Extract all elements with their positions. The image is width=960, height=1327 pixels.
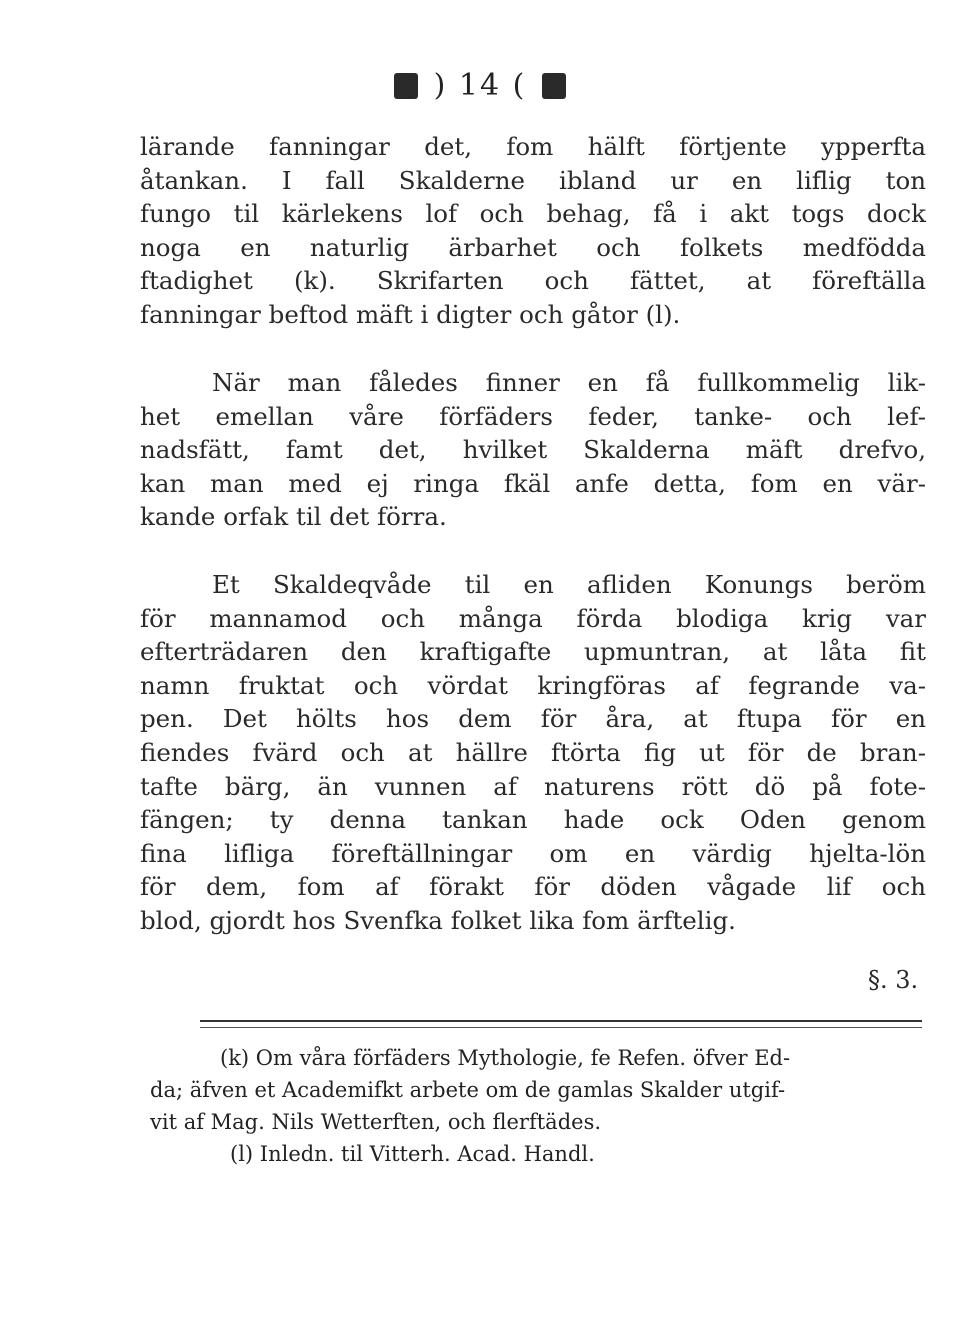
text-line: noga en naturlig ärbarhet och folkets medfödda xyxy=(140,232,926,262)
paragraph-3 xyxy=(140,568,926,938)
text-line: kan man med ej ringa fkäl anfe detta, fom en vär- xyxy=(140,468,926,498)
text-line: lärande fanningar det, fom hälft förtjente ypperfta xyxy=(140,132,926,161)
paragraph-2 xyxy=(140,366,926,534)
text-line: för dem, fom af förakt för döden vågade lif och xyxy=(140,872,926,902)
text-line: åtankan. I fall Skalderne ibland ur en lifl̄ig ton xyxy=(140,165,926,195)
text-line: fängen; ty denna tankan hade ock Oden genom xyxy=(140,805,926,835)
page-header xyxy=(0,68,960,103)
text-line: efterträdaren den kraftigafte upmuntran, at låta fit xyxy=(140,637,926,667)
ornament-icon xyxy=(542,73,566,99)
footnotes xyxy=(150,1042,930,1170)
footnote-k-line: (k) Om våra förfäders Mythologie, fe Refen. öfver Ed- xyxy=(220,1046,791,1070)
text-line: fanningar beftod mäft i digter och gåtor (l). xyxy=(140,299,681,329)
text-line: tafte bärg, än vunnen af naturens rött dö på fote- xyxy=(140,771,926,801)
text-line: för mannamod och många förda blodiga krig var xyxy=(140,603,926,633)
text-line: kande orfak til det förra. xyxy=(140,502,447,532)
footnote-l-line: (l) Inledn. til Vitterh. Acad. Handl. xyxy=(230,1142,595,1166)
footnote-k-line: vit af Mag. Nils Wetterften, och flerftädes. xyxy=(150,1110,602,1134)
text-line: nadsfätt, famt det, hvilket Skalderna mäft drefvo, xyxy=(140,435,926,465)
page-number: ) 14 ( xyxy=(433,68,527,103)
text-line: namn fruktat och vördat kringföras af fegrande va- xyxy=(140,670,926,700)
text-line: blod, gjordt hos Svenfka folket lika fom ärftelig. xyxy=(140,905,736,935)
text-line: ftadighet (k). Skrifarten och fättet, at föreftälla xyxy=(140,266,926,296)
footnote-divider xyxy=(200,1020,922,1022)
footnote-divider xyxy=(200,1027,922,1028)
text-line: fungo til kärlekens lof och behag, få i akt togs dock xyxy=(140,199,926,229)
text-line: fiendes fvärd och at hällre ftörta fig ut för de bran- xyxy=(140,737,926,767)
text-line: När man fåledes finner en få fullkommelig lik- xyxy=(212,368,926,397)
text-line: Et Skaldeqvåde til en afliden Konungs beröm xyxy=(212,570,926,599)
text-line: fina lifl̄iga föreftällningar om en värdig hjelta-lön xyxy=(140,838,926,868)
ornament-icon xyxy=(394,73,418,99)
footnote-k-line: da; äfven et Academifkt arbete om de gamlas Skalder utgif- xyxy=(150,1078,786,1102)
catchword-section-mark: §. 3. xyxy=(868,966,919,994)
text-line: het emellan våre förfäders feder, tanke- och lef- xyxy=(140,401,926,431)
text-line: pen. Det hölts hos dem för åra, at ftupa för en xyxy=(140,704,926,734)
paragraph-1 xyxy=(140,130,926,332)
